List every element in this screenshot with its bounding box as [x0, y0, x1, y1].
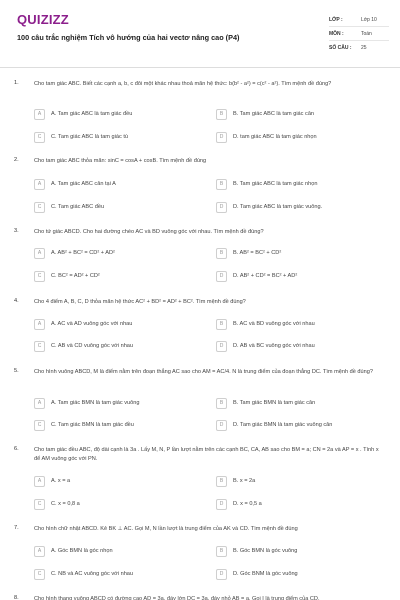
option-text: D. x = 0,5 a: [233, 501, 262, 507]
option-text: B. x = 2a: [233, 478, 256, 484]
question-number: 4.: [14, 298, 19, 304]
option-text: C. Tam giác ABC là tam giác tù: [51, 134, 128, 140]
option-letter: C: [34, 569, 45, 580]
option-letter: A: [34, 248, 45, 259]
question-text: Cho tam giác ABC thỏa mãn: sinC = cosA + cosB. Tìm mệnh đề đúng: [34, 158, 207, 164]
option-text: C. Tam giác ABC đều: [51, 204, 105, 210]
option-letter: D: [216, 132, 227, 143]
option-a[interactable]: [34, 245, 115, 261]
question-number: 6.: [14, 446, 19, 452]
meta-value: Lớp 10: [361, 16, 377, 23]
option-letter: D: [216, 271, 227, 282]
question-text: Cho tứ giác ABCD. Cho hai đường chéo AC và BD vuông góc với nhau. Tìm mệnh đề đúng?: [34, 229, 264, 235]
option-c[interactable]: [34, 496, 80, 512]
option-text: A. Tam giác ABC là tam giác đều: [51, 111, 133, 117]
meta-label: SỐ CÂU :: [329, 45, 352, 51]
option-text: D. tam giác ABC là tam giác nhọn: [233, 134, 317, 140]
option-b[interactable]: [216, 176, 317, 192]
option-letter: D: [216, 569, 227, 580]
worksheet-header: [0, 0, 400, 68]
option-text: C. x = 0,8 a: [51, 501, 80, 507]
option-letter: B: [216, 476, 227, 487]
option-d[interactable]: [216, 496, 262, 512]
option-letter: A: [34, 109, 45, 120]
worksheet-meta: [329, 13, 389, 55]
option-letter: A: [34, 476, 45, 487]
option-text: C. BC² = AD² + CD²: [51, 273, 100, 279]
option-letter: C: [34, 341, 45, 352]
option-c[interactable]: [34, 268, 100, 284]
option-b[interactable]: [216, 245, 281, 261]
option-letter: D: [216, 499, 227, 510]
question-text: Cho tam giác ABC. Biết các cạnh a, b, c đôi một khác nhau thoả mãn hệ thức: b(b² - a²) = c(c² - a²). Tìm mệnh đề đúng?: [34, 81, 332, 87]
question-number: 5.: [14, 368, 19, 374]
option-d[interactable]: [216, 417, 332, 433]
option-a[interactable]: [34, 473, 70, 489]
meta-label: MÔN :: [329, 30, 344, 37]
option-letter: C: [34, 420, 45, 431]
option-a[interactable]: [34, 316, 132, 332]
option-a[interactable]: [34, 395, 140, 411]
option-d[interactable]: [216, 268, 297, 284]
option-letter: A: [34, 398, 45, 409]
option-letter: A: [34, 319, 45, 330]
option-text: B. Tam giác ABC là tam giác cân: [233, 111, 315, 117]
option-d[interactable]: [216, 199, 322, 215]
quizizz-logo: QUIZIZZ: [17, 12, 69, 27]
option-text: A. Góc BMN là góc nhọn: [51, 548, 113, 554]
option-text: B. Góc BMN là góc vuông: [233, 548, 298, 554]
option-text: B. Tam giác ABC là tam giác nhọn: [233, 181, 318, 187]
option-b[interactable]: [216, 543, 297, 559]
option-text: D. AB và BC vuông góc với nhau: [233, 343, 315, 349]
option-letter: C: [34, 202, 45, 213]
meta-row-subject: [329, 27, 389, 41]
meta-value: Toán: [361, 30, 372, 37]
question-number: 7.: [14, 525, 19, 531]
question-number: 1.: [14, 80, 19, 86]
option-letter: B: [216, 248, 227, 259]
meta-row-question-count: [329, 41, 389, 55]
option-letter: A: [34, 179, 45, 190]
option-letter: A: [34, 546, 45, 557]
option-letter: C: [34, 271, 45, 282]
option-d[interactable]: [216, 566, 298, 582]
meta-label: LỚP :: [329, 16, 343, 23]
question-text: Cho hình thang vuông ABCD có đường cao AD = 3a, đáy lớn DC = 3a, đáy nhỏ AB = a. Gọi I là trung điểm của CD.: [34, 596, 320, 600]
option-c[interactable]: [34, 199, 104, 215]
meta-value: 25: [361, 45, 367, 51]
option-text: D. Tam giác BMN là tam giác vuông cân: [233, 422, 333, 428]
question-number: 2.: [14, 157, 19, 163]
option-letter: B: [216, 546, 227, 557]
question-text: Cho hình vuông ABCD, M là điểm nằm trên đoạn thẳng AC sao cho AM = AC/4. N là trung điểm của đoạn thẳng DC. Tìm mệnh đề đúng?: [34, 369, 373, 375]
option-text: A. Tam giác BMN là tam giác vuông: [51, 400, 140, 406]
option-b[interactable]: [216, 106, 314, 122]
option-letter: B: [216, 398, 227, 409]
option-b[interactable]: [216, 395, 315, 411]
option-text: A. AB² + BC² = CD² + AD²: [51, 250, 115, 256]
option-c[interactable]: [34, 129, 128, 145]
option-text: B. AC và BD vuông góc với nhau: [233, 321, 315, 327]
option-text: A. Tam giác ABC cân tại A: [51, 181, 116, 187]
option-letter: D: [216, 341, 227, 352]
question-text: Cho tam giác đều ABC, độ dài cạnh là 3a . Lấy M, N, P lần lượt nằm trên các cạnh BC, CA, AB sao cho BM = a; CN = 2a và AP = x . Tính x để AM vuông góc với PN.: [34, 447, 379, 462]
option-text: A. x = a: [51, 478, 71, 484]
option-text: D. Góc BNM là góc vuông: [233, 571, 298, 577]
option-text: D. Tam giác ABC là tam giác vuông.: [233, 204, 323, 210]
option-letter: B: [216, 109, 227, 120]
question-number: 3.: [14, 228, 19, 234]
option-letter: B: [216, 319, 227, 330]
option-d[interactable]: [216, 338, 315, 354]
option-d[interactable]: [216, 129, 317, 145]
option-text: B. AB² = BC² + CD²: [233, 250, 282, 256]
option-text: C. NB và AC vuông góc với nhau: [51, 571, 134, 577]
option-c[interactable]: [34, 338, 133, 354]
option-a[interactable]: [34, 176, 116, 192]
option-letter: C: [34, 132, 45, 143]
question-number: 8.: [14, 595, 19, 600]
option-letter: C: [34, 499, 45, 510]
option-letter: B: [216, 179, 227, 190]
option-text: A. AC và AD vuông góc với nhau: [51, 321, 133, 327]
question-text: Cho 4 điểm A, B, C, D thỏa mãn hệ thức AC² + BD² = AD² + BC². Tìm mệnh đề đúng?: [34, 299, 246, 305]
option-b[interactable]: [216, 473, 255, 489]
worksheet-title: 100 câu trắc nghiệm Tích vô hướng của hai vectơ nâng cao (P4): [17, 33, 240, 42]
option-c[interactable]: [34, 566, 133, 582]
option-a[interactable]: [34, 543, 113, 559]
option-b[interactable]: [216, 316, 315, 332]
option-a[interactable]: [34, 106, 132, 122]
question-text: Cho hình chữ nhật ABCD. Kẻ BK ⊥ AC. Gọi M, N lần lượt là trung điểm của AK và CD. Tìm mệnh đề đúng: [34, 526, 298, 532]
option-letter: D: [216, 420, 227, 431]
meta-row-class: [329, 13, 389, 27]
option-c[interactable]: [34, 417, 134, 433]
option-text: B. Tam giác BMN là tam giác cân: [233, 400, 316, 406]
option-text: C. Tam giác BMN là tam giác đều: [51, 422, 134, 428]
option-text: C. AB và CD vuông góc với nhau: [51, 343, 134, 349]
option-letter: D: [216, 202, 227, 213]
option-text: D. AB² + CD² = BC² + AD²: [233, 273, 298, 279]
